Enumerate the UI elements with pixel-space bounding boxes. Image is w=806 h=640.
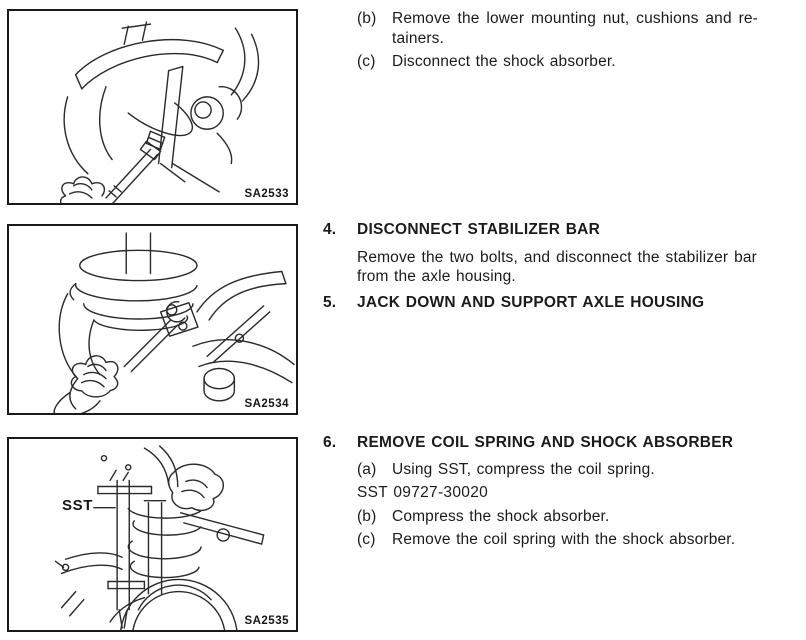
step-5 [323, 293, 760, 313]
substep-text-line: Remove the lower mounting nut, cushions and re- [392, 10, 758, 27]
step-4 [323, 220, 760, 287]
step-number: 6. [323, 434, 337, 451]
figure-stabilizer-bar-disconnect [7, 224, 298, 415]
substep-b [357, 9, 758, 48]
stabilizer-bar-bolt-removal-illustration [9, 226, 296, 413]
step-title: JACK DOWN AND SUPPORT AXLE HOUSING [357, 294, 705, 311]
sst-callout-label: SST [62, 497, 93, 514]
substep-text: Compress the shock absorber. [392, 507, 610, 525]
figure-code: SA2535 [244, 615, 289, 627]
substep-a [357, 460, 760, 480]
substep-text-line: tainers. [392, 29, 445, 47]
substep-marker: (c) [357, 53, 376, 70]
substep-text: Using SST, compress the coil spring. [392, 460, 655, 478]
step-6 [323, 433, 760, 554]
shock-absorber-lower-mount-illustration [9, 11, 296, 203]
substep-marker: (b) [357, 10, 377, 27]
substeps-b-c [357, 9, 758, 76]
figure-coil-spring-compress [7, 437, 298, 632]
sst-part-number: SST 09727-30020 [357, 484, 489, 501]
substep-b [357, 507, 760, 527]
figure-shock-absorber-disconnect [7, 9, 298, 205]
figure-code: SA2533 [244, 188, 289, 200]
sst-spring-compressor-illustration [9, 439, 296, 630]
substep-text: Disconnect the shock absorber. [392, 53, 616, 70]
step-title: REMOVE COIL SPRING AND SHOCK ABSORBER [357, 434, 734, 451]
figure-code: SA2534 [244, 398, 289, 410]
substep-marker: (b) [357, 507, 377, 525]
step-body-line: Remove the two bolts, and disconnect the stabilizer bar [357, 248, 757, 266]
step-title: DISCONNECT STABILIZER BAR [357, 221, 601, 238]
substep-text: Remove the coil spring with the shock absorber. [392, 531, 736, 548]
substep-marker: (a) [357, 460, 377, 478]
step-body-line: from the axle housing. [357, 268, 516, 285]
substep-c [357, 530, 760, 550]
step-number: 4. [323, 221, 337, 238]
substep-c [357, 52, 758, 72]
substep-marker: (c) [357, 531, 376, 548]
step-number: 5. [323, 294, 337, 311]
